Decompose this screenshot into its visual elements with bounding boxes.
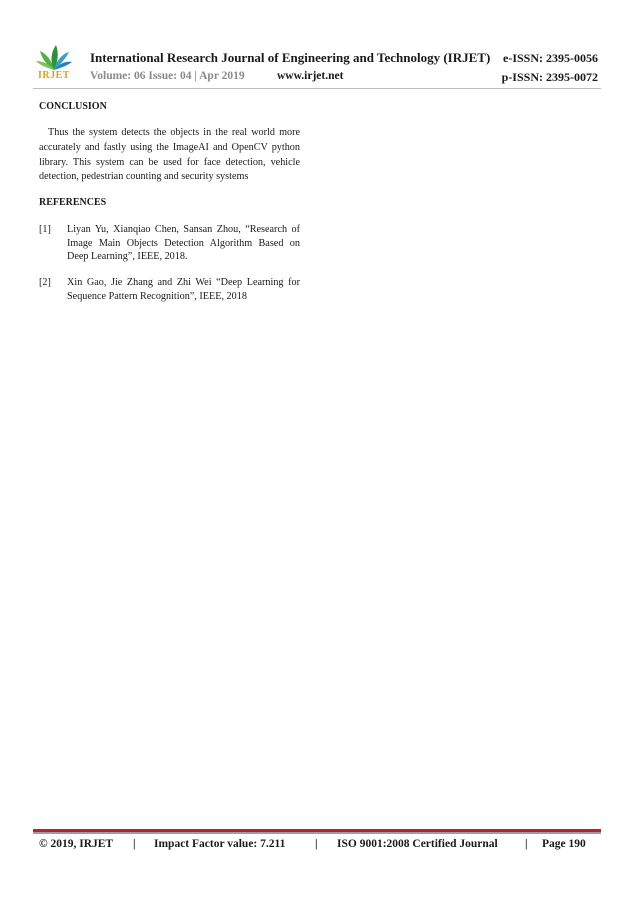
footer-separator: | [133,838,136,850]
reference-item-1 [39,223,300,264]
volume-issue-label: Volume: 06 Issue: 04 | Apr 2019 [90,70,245,82]
footer-page-number: Page 190 [542,838,586,850]
pissn-label: p-ISSN: 2395-0072 [501,70,598,84]
reference-text: Liyan Yu, Xianqiao Chen, Sansan Zhou, “Research of Image Main Objects Detection Algorithm Based on Deep Learning”, IEEE, 2018. [67,224,300,263]
journal-title: International Research Journal of Engineering and Technology (IRJET) [90,50,491,65]
references-heading: REFERENCES [39,197,107,209]
leaf-logo-icon [34,44,74,72]
footer-copyright: © 2019, IRJET [39,838,114,850]
reference-number: [2] [39,276,51,288]
conclusion-paragraph: Thus the system detects the objects in the real world more accurately and fastly using the ImageAI and OpenCV python library. This system can be used for face detection, vehicle detection, pedestrian counting and security systems [39,127,300,183]
page-header [0,0,638,92]
footer-separator: | [525,838,528,850]
reference-number: [1] [39,224,51,236]
journal-website-link[interactable]: www.irjet.net [277,70,344,82]
left-column [39,100,300,303]
header-divider [33,88,601,89]
logo-text: IRJET [38,70,70,81]
footer-divider-gray [33,832,601,834]
reference-text: Xin Gao, Jie Zhang and Zhi Wei “Deep Learning for Sequence Pattern Recognition”, IEEE, 2018 [67,276,300,302]
page-footer [39,838,591,854]
irjet-logo [34,44,74,86]
eissn-label: e-ISSN: 2395-0056 [503,51,598,65]
reference-item-2 [39,276,300,303]
footer-iso-certification: ISO 9001:2008 Certified Journal [337,838,498,850]
conclusion-heading: CONCLUSION [39,101,107,112]
footer-separator: | [315,838,318,850]
footer-impact-factor: Impact Factor value: 7.211 [154,838,286,850]
